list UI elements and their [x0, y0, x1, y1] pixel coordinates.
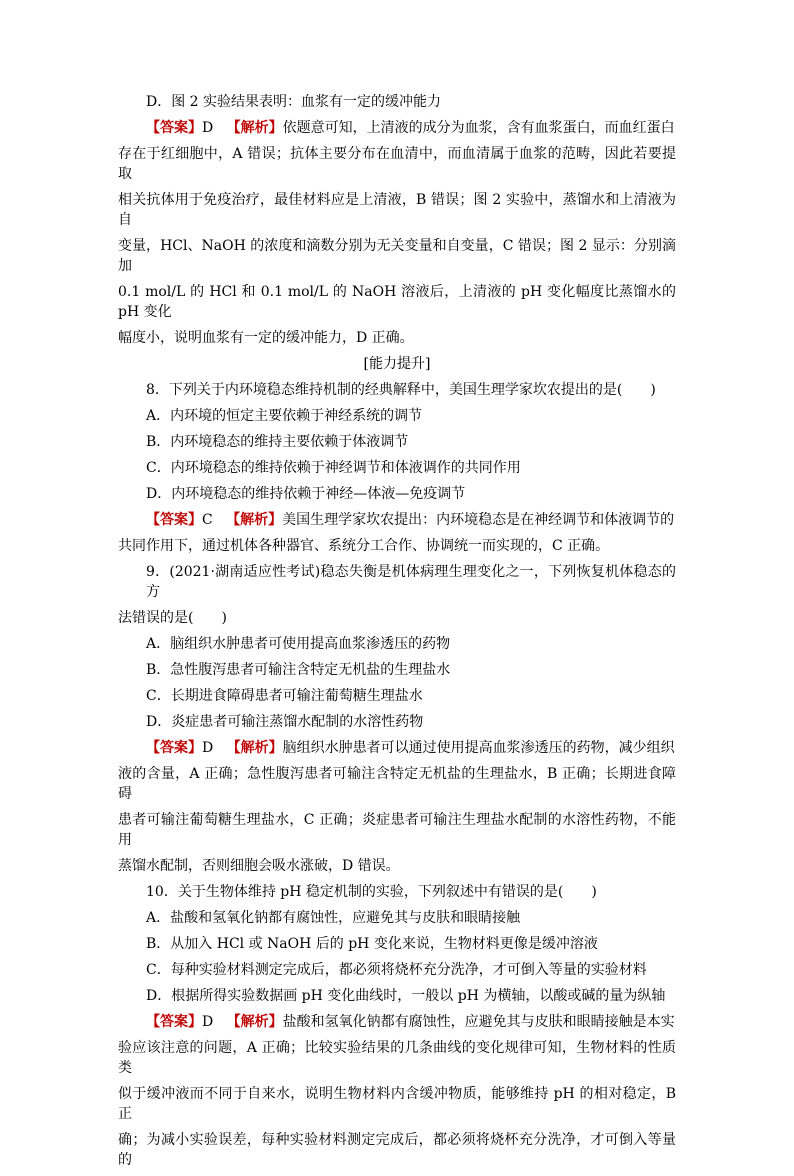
q9-option-d: D．炎症患者可输注蒸馏水配制的水溶性药物 — [146, 714, 424, 730]
q7-option-d: D．图 2 实验结果表明：血浆有一定的缓冲能力 — [146, 94, 442, 110]
q10-stem: 10．关于生物体维持 pH 稳定机制的实验，下列叙述中有错误的是( ) — [146, 884, 597, 900]
q7-analysis-line: 0.1 mol/L 的 HCl 和 0.1 mol/L 的 NaOH 溶液后，上清液的 pH 变化幅度比蒸馏水的 pH 变化 — [118, 284, 676, 320]
analysis-text: 依题意可知，上清液的成分为血浆，含有血浆蛋白，而血红蛋白 — [282, 120, 675, 136]
q8-analysis-line: 共同作用下，通过机体各种器官、系统分工合作、协调统一而实现的，C 正确。 — [118, 538, 610, 554]
q10-option-a: A．盐酸和氢氧化钠都有腐蚀性，应避免其与皮肤和眼睛接触 — [146, 910, 521, 926]
q8-option-c: C．内环境稳态的维持依赖于神经调节和体液调作的共同作用 — [146, 460, 521, 476]
answer-tag: 【答案】 — [146, 1014, 202, 1030]
analysis-tag: 【解析】 — [226, 1014, 283, 1030]
section-heading: [能力提升] — [363, 356, 431, 372]
q9-analysis-line: 患者可输注葡萄糖生理盐水，C 正确；炎症患者可输注生理盐水配制的水溶性药物，不能用 — [118, 812, 676, 848]
analysis-tag: 【解析】 — [226, 512, 283, 528]
answer-tag: 【答案】 — [146, 740, 202, 756]
q9-stem-line-1: 9．(2021·湖南适应性考试)稳态失衡是机体病理生理变化之一，下列恢复机体稳态的方 — [146, 564, 676, 600]
answer-tag: 【答案】 — [146, 512, 202, 528]
q9-option-c: C．长期进食障碍患者可输注葡萄糖生理盐水 — [146, 688, 423, 704]
q10-option-d: D．根据所得实验数据画 pH 变化曲线时，一般以 pH 为横轴，以酸或碱的量为纵轴 — [146, 988, 666, 1004]
q7-analysis-line: 变量，HCl、NaOH 的浓度和滴数分别为无关变量和自变量，C 错误；图 2 显示：分别滴加 — [118, 238, 676, 274]
q7-analysis-line: 存在于红细胞中，A 错误；抗体主要分布在血清中，而血清属于血浆的范畴，因此若要提取 — [118, 146, 676, 182]
q7-analysis-line: 相关抗体用于免疫治疗，最佳材料应是上清液，B 错误；图 2 实验中，蒸馏水和上清液为自 — [118, 192, 676, 228]
q9-answer-line-1 — [118, 738, 676, 758]
q7-answer-line-1 — [118, 118, 676, 138]
q8-option-a: A．内环境的恒定主要依赖于神经系统的调节 — [146, 408, 423, 424]
q9-stem-line-2: 法错误的是( ) — [118, 610, 227, 626]
q9-option-a: A．脑组织水肿患者可使用提高血浆渗透压的药物 — [146, 636, 451, 652]
document-body — [118, 92, 676, 1176]
answer-value: D — [202, 1014, 214, 1030]
analysis-tag: 【解析】 — [226, 120, 283, 136]
answer-value: C — [202, 512, 213, 528]
q10-option-b: B．从加入 HCl 或 NaOH 后的 pH 变化来说，生物材料更像是缓冲溶液 — [146, 936, 598, 952]
q10-option-c: C．每种实验材料测定完成后，都必须将烧杯充分洗净，才可倒入等量的实验材料 — [146, 962, 647, 978]
answer-tag: 【答案】 — [146, 120, 202, 136]
q8-stem: 8．下列关于内环境稳态维持机制的经典解释中，美国生理学家坎农提出的是( ) — [146, 382, 656, 398]
q10-answer-line-1 — [118, 1012, 676, 1032]
q9-analysis-line: 蒸馏水配制，否则细胞会吸水涨破，D 错误。 — [118, 858, 400, 874]
q8-answer-line-1 — [118, 510, 676, 530]
answer-value: D — [202, 120, 214, 136]
analysis-tag: 【解析】 — [226, 740, 283, 756]
q10-analysis-line: 验应该注意的问题，A 正确；比较实验结果的几条曲线的变化规律可知，生物材料的性质类 — [118, 1040, 676, 1076]
analysis-text: 脑组织水肿患者可以通过使用提高血浆渗透压的药物，减少组织 — [282, 740, 675, 756]
analysis-text: 盐酸和氢氧化钠都有腐蚀性，应避免其与皮肤和眼睛接触是本实 — [282, 1014, 675, 1030]
q10-analysis-line: 似于缓冲液而不同于自来水，说明生物材料内含缓冲物质，能够维持 pH 的相对稳定，B 正 — [118, 1086, 676, 1122]
q7-analysis-line: 幅度小，说明血浆有一定的缓冲能力，D 正确。 — [118, 330, 414, 346]
analysis-text: 美国生理学家坎农提出：内环境稳态是在神经调节和体液调节的 — [282, 512, 675, 528]
q9-option-b: B．急性腹泻患者可输注含特定无机盐的生理盐水 — [146, 662, 451, 678]
q8-option-d: D．内环境稳态的维持依赖于神经—体液—免疫调节 — [146, 486, 466, 502]
q9-analysis-line: 液的含量，A 正确；急性腹泻患者可输注含特定无机盐的生理盐水，B 正确；长期进食障碍 — [118, 766, 676, 802]
q8-option-b: B．内环境稳态的维持主要依赖于体液调节 — [146, 434, 409, 450]
answer-value: D — [202, 740, 214, 756]
q10-analysis-line: 确；为减小实验误差，每种实验材料测定完成后，都必须将烧杯充分洗净，才可倒入等量的 — [118, 1132, 676, 1168]
